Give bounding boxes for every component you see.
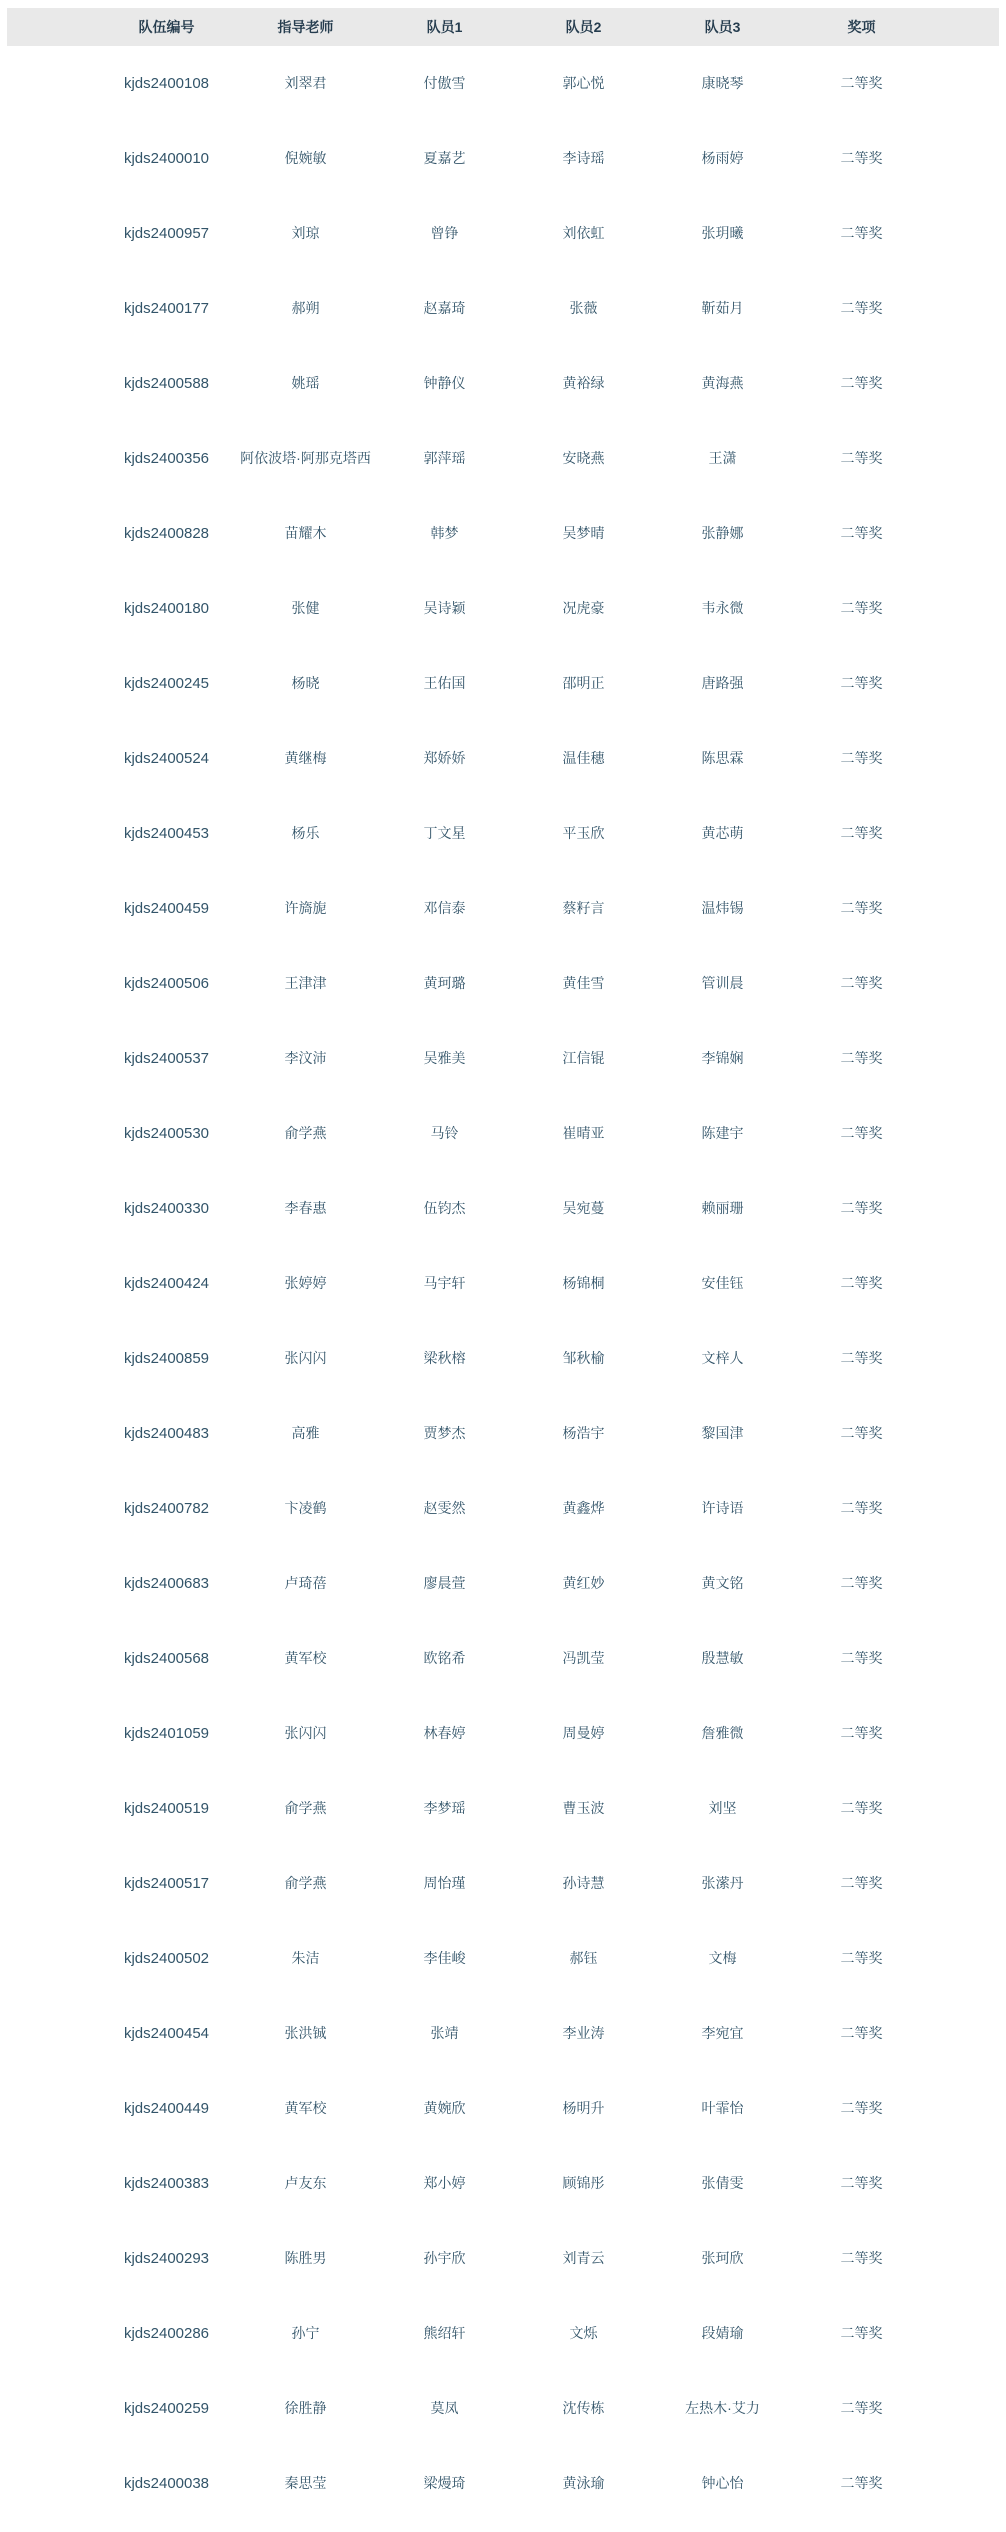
cell-team_id: kjds2400454 <box>123 2024 210 2042</box>
cell-teacher: 卢琦蓓 <box>284 1575 327 1592</box>
cell-teacher: 王津津 <box>284 975 327 992</box>
cell-member1: 赵雯然 <box>423 1500 466 1517</box>
table-header-row <box>97 8 931 46</box>
cell-team_id: kjds2400782 <box>123 1499 210 1517</box>
cell-teacher: 黄继梅 <box>284 750 327 767</box>
cell-teacher: 张闪闪 <box>284 1350 327 1367</box>
table-row-grid <box>97 1171 931 1247</box>
cell-member1: 张靖 <box>430 2025 459 2042</box>
cell-member2: 崔晴亚 <box>562 1125 605 1142</box>
header-cell-teacher: 指导老师 <box>277 18 334 35</box>
table-body <box>7 46 999 2521</box>
cell-member3: 李锦娴 <box>701 1050 744 1067</box>
cell-member2: 吴梦晴 <box>562 525 605 542</box>
table-row-grid <box>97 421 931 497</box>
cell-teacher: 李汶沛 <box>284 1050 327 1067</box>
cell-member1: 梁熳琦 <box>423 2475 466 2492</box>
cell-member1: 郑娇娇 <box>423 750 466 767</box>
header-cell-member2: 队员2 <box>565 18 602 35</box>
cell-member2: 蔡籽言 <box>562 900 605 917</box>
table-row-grid <box>97 121 931 197</box>
table-row-grid <box>97 496 931 572</box>
cell-award: 二等奖 <box>840 525 883 542</box>
cell-teacher: 倪婉敏 <box>284 150 327 167</box>
cell-teacher: 卞凌鹤 <box>284 1500 327 1517</box>
cell-teacher: 刘琼 <box>291 225 320 242</box>
cell-team_id: kjds2400524 <box>123 749 210 767</box>
header-cell-member1: 队员1 <box>426 18 463 35</box>
table-row-grid <box>97 1096 931 1172</box>
cell-award: 二等奖 <box>840 1725 883 1742</box>
cell-member3: 杨雨婷 <box>701 150 744 167</box>
table-row <box>7 1621 999 1696</box>
cell-teacher: 杨乐 <box>291 825 320 842</box>
cell-member1: 李梦瑶 <box>423 1800 466 1817</box>
cell-team_id: kjds2400530 <box>123 1124 210 1142</box>
cell-teacher: 张健 <box>291 600 320 617</box>
cell-member1: 梁秋榕 <box>423 1350 466 1367</box>
table-row <box>7 571 999 646</box>
table-row <box>7 1996 999 2071</box>
table-row <box>7 871 999 946</box>
cell-member3: 韦永微 <box>701 600 744 617</box>
cell-teacher: 阿依波塔·阿那克塔西 <box>240 450 371 467</box>
table-row <box>7 1696 999 1771</box>
table-row-grid <box>97 1471 931 1547</box>
cell-member3: 黄芯萌 <box>701 825 744 842</box>
table-row-grid <box>97 2221 931 2297</box>
cell-team_id: kjds2400453 <box>123 824 210 842</box>
cell-member3: 安佳钰 <box>701 1275 744 1292</box>
table-row-grid <box>97 1546 931 1622</box>
cell-member1: 夏嘉艺 <box>423 150 466 167</box>
cell-award: 二等奖 <box>840 2175 883 2192</box>
cell-member2: 文烁 <box>569 2325 598 2342</box>
cell-member2: 周曼婷 <box>562 1725 605 1742</box>
table-row <box>7 46 999 121</box>
table-row-grid <box>97 1921 931 1997</box>
cell-award: 二等奖 <box>840 600 883 617</box>
cell-member3: 靳茹月 <box>701 300 744 317</box>
cell-member3: 赖丽珊 <box>701 1200 744 1217</box>
table-row <box>7 646 999 721</box>
table-row <box>7 271 999 346</box>
cell-teacher: 杨晓 <box>291 675 320 692</box>
table-row-grid <box>97 1696 931 1772</box>
cell-teacher: 俞学燕 <box>284 1125 327 1142</box>
cell-teacher: 黄军校 <box>284 2100 327 2117</box>
cell-teacher: 姚瑶 <box>291 375 320 392</box>
cell-member2: 张薇 <box>569 300 598 317</box>
cell-team_id: kjds2400293 <box>123 2249 210 2267</box>
cell-team_id: kjds2400330 <box>123 1199 210 1217</box>
table-row <box>7 1396 999 1471</box>
cell-member1: 邓信泰 <box>423 900 466 917</box>
cell-award: 二等奖 <box>840 2250 883 2267</box>
cell-member3: 许诗语 <box>701 1500 744 1517</box>
cell-teacher: 陈胜男 <box>284 2250 327 2267</box>
cell-member2: 邵明正 <box>562 675 605 692</box>
cell-member2: 刘依虹 <box>562 225 605 242</box>
cell-teacher: 高雅 <box>291 1425 320 1442</box>
cell-member2: 杨锦桐 <box>562 1275 605 1292</box>
cell-award: 二等奖 <box>840 1500 883 1517</box>
cell-member3: 钟心怡 <box>701 2475 744 2492</box>
table-row <box>7 1246 999 1321</box>
cell-team_id: kjds2400010 <box>123 149 210 167</box>
cell-award: 二等奖 <box>840 1275 883 1292</box>
cell-member3: 左热木·艾力 <box>685 2400 760 2417</box>
table-row <box>7 421 999 496</box>
cell-member2: 黄佳雪 <box>562 975 605 992</box>
table-row-grid <box>97 1996 931 2072</box>
cell-award: 二等奖 <box>840 1650 883 1667</box>
cell-member2: 曹玉波 <box>562 1800 605 1817</box>
cell-team_id: kjds2401059 <box>123 1724 210 1742</box>
cell-member1: 马铃 <box>430 1125 459 1142</box>
cell-teacher: 刘翠君 <box>284 75 327 92</box>
cell-member1: 付傲雪 <box>423 75 466 92</box>
table-row <box>7 1021 999 1096</box>
cell-member1: 黄婉欣 <box>423 2100 466 2117</box>
cell-member3: 康晓琴 <box>701 75 744 92</box>
cell-award: 二等奖 <box>840 1875 883 1892</box>
table-row <box>7 1171 999 1246</box>
cell-member1: 丁文星 <box>423 825 466 842</box>
table-row <box>7 2221 999 2296</box>
cell-member2: 杨浩宇 <box>562 1425 605 1442</box>
cell-award: 二等奖 <box>840 1800 883 1817</box>
cell-member2: 李业涛 <box>562 2025 605 2042</box>
cell-teacher: 许旖旎 <box>284 900 327 917</box>
cell-member2: 刘青云 <box>562 2250 605 2267</box>
cell-award: 二等奖 <box>840 1125 883 1142</box>
cell-team_id: kjds2400424 <box>123 1274 210 1292</box>
table-row <box>7 1771 999 1846</box>
cell-member3: 黎国津 <box>701 1425 744 1442</box>
header-cell-team_id: 队伍编号 <box>138 18 195 35</box>
table-row <box>7 1471 999 1546</box>
cell-member1: 莫凤 <box>430 2400 459 2417</box>
cell-member3: 詹雅微 <box>701 1725 744 1742</box>
cell-team_id: kjds2400828 <box>123 524 210 542</box>
cell-team_id: kjds2400459 <box>123 899 210 917</box>
cell-teacher: 张洪铖 <box>284 2025 327 2042</box>
cell-award: 二等奖 <box>840 675 883 692</box>
cell-member1: 郑小婷 <box>423 2175 466 2192</box>
results-page <box>0 8 1006 2521</box>
table-row-grid <box>97 46 931 122</box>
cell-team_id: kjds2400177 <box>123 299 210 317</box>
cell-team_id: kjds2400038 <box>123 2474 210 2492</box>
cell-teacher: 孙宁 <box>291 2325 320 2342</box>
cell-member1: 廖晨萱 <box>423 1575 466 1592</box>
cell-member2: 邹秋榆 <box>562 1350 605 1367</box>
cell-team_id: kjds2400502 <box>123 1949 210 1967</box>
cell-member3: 陈建宇 <box>701 1125 744 1142</box>
cell-award: 二等奖 <box>840 150 883 167</box>
cell-member2: 郭心悦 <box>562 75 605 92</box>
cell-team_id: kjds2400517 <box>123 1874 210 1892</box>
cell-member3: 张玥曦 <box>701 225 744 242</box>
cell-member1: 伍钧杰 <box>423 1200 466 1217</box>
cell-member2: 李诗瑶 <box>562 150 605 167</box>
cell-team_id: kjds2400957 <box>123 224 210 242</box>
table-row-grid <box>97 346 931 422</box>
cell-award: 二等奖 <box>840 1350 883 1367</box>
table-row <box>7 346 999 421</box>
cell-team_id: kjds2400356 <box>123 449 210 467</box>
header-cell-member3: 队员3 <box>704 18 741 35</box>
cell-award: 二等奖 <box>840 1200 883 1217</box>
cell-award: 二等奖 <box>840 225 883 242</box>
cell-member3: 文梓人 <box>701 1350 744 1367</box>
table-row-grid <box>97 1846 931 1922</box>
cell-member3: 黄文铭 <box>701 1575 744 1592</box>
cell-member1: 吴雅美 <box>423 1050 466 1067</box>
table-row <box>7 721 999 796</box>
table-row <box>7 2371 999 2446</box>
cell-teacher: 黄军校 <box>284 1650 327 1667</box>
cell-member3: 张珂欣 <box>701 2250 744 2267</box>
cell-member3: 叶霏怡 <box>701 2100 744 2117</box>
cell-award: 二等奖 <box>840 1950 883 1967</box>
table-row-grid <box>97 2071 931 2147</box>
table-row-grid <box>97 571 931 647</box>
cell-member2: 安晓燕 <box>562 450 605 467</box>
cell-award: 二等奖 <box>840 75 883 92</box>
awards-table <box>7 8 999 2521</box>
cell-award: 二等奖 <box>840 375 883 392</box>
cell-award: 二等奖 <box>840 1425 883 1442</box>
cell-member1: 马宇轩 <box>423 1275 466 1292</box>
cell-team_id: kjds2400286 <box>123 2324 210 2342</box>
table-row-grid <box>97 1021 931 1097</box>
cell-team_id: kjds2400383 <box>123 2174 210 2192</box>
cell-team_id: kjds2400859 <box>123 1349 210 1367</box>
table-row <box>7 796 999 871</box>
cell-member2: 吴宛蔓 <box>562 1200 605 1217</box>
cell-member3: 刘坚 <box>708 1800 737 1817</box>
table-row <box>7 1846 999 1921</box>
table-row-grid <box>97 646 931 722</box>
cell-member1: 吴诗颖 <box>423 600 466 617</box>
table-row <box>7 1921 999 1996</box>
cell-award: 二等奖 <box>840 2025 883 2042</box>
cell-teacher: 卢友东 <box>284 2175 327 2192</box>
cell-member3: 殷慧敏 <box>701 1650 744 1667</box>
cell-member2: 黄泳瑜 <box>562 2475 605 2492</box>
cell-member3: 张潆丹 <box>701 1875 744 1892</box>
cell-member1: 王佑国 <box>423 675 466 692</box>
cell-award: 二等奖 <box>840 2475 883 2492</box>
cell-member2: 顾锦彤 <box>562 2175 605 2192</box>
cell-member1: 孙宇欣 <box>423 2250 466 2267</box>
table-header <box>7 8 999 46</box>
cell-member1: 周怡瑾 <box>423 1875 466 1892</box>
cell-award: 二等奖 <box>840 450 883 467</box>
cell-member3: 温炜锡 <box>701 900 744 917</box>
cell-teacher: 张闪闪 <box>284 1725 327 1742</box>
table-row <box>7 1546 999 1621</box>
cell-team_id: kjds2400537 <box>123 1049 210 1067</box>
cell-member1: 钟静仪 <box>423 375 466 392</box>
cell-member2: 平玉欣 <box>562 825 605 842</box>
cell-member2: 温佳穗 <box>562 750 605 767</box>
cell-member1: 黄珂璐 <box>423 975 466 992</box>
cell-award: 二等奖 <box>840 2100 883 2117</box>
cell-award: 二等奖 <box>840 300 883 317</box>
table-row <box>7 196 999 271</box>
cell-member2: 杨明升 <box>562 2100 605 2117</box>
table-row <box>7 2146 999 2221</box>
cell-team_id: kjds2400449 <box>123 2099 210 2117</box>
cell-member1: 李佳峻 <box>423 1950 466 1967</box>
cell-team_id: kjds2400506 <box>123 974 210 992</box>
cell-member2: 孙诗慧 <box>562 1875 605 1892</box>
cell-award: 二等奖 <box>840 2325 883 2342</box>
cell-member1: 林春婷 <box>423 1725 466 1742</box>
cell-member3: 张倩雯 <box>701 2175 744 2192</box>
cell-teacher: 徐胜静 <box>284 2400 327 2417</box>
cell-member3: 张静娜 <box>701 525 744 542</box>
table-row-grid <box>97 946 931 1022</box>
cell-teacher: 李春惠 <box>284 1200 327 1217</box>
cell-member2: 江信锟 <box>562 1050 605 1067</box>
cell-award: 二等奖 <box>840 975 883 992</box>
cell-team_id: kjds2400108 <box>123 74 210 92</box>
cell-member1: 欧铭希 <box>423 1650 466 1667</box>
cell-team_id: kjds2400259 <box>123 2399 210 2417</box>
cell-member1: 贾梦杰 <box>423 1425 466 1442</box>
cell-award: 二等奖 <box>840 1050 883 1067</box>
table-row <box>7 496 999 571</box>
table-row-grid <box>97 1621 931 1697</box>
table-row <box>7 946 999 1021</box>
cell-member2: 冯凯莹 <box>562 1650 605 1667</box>
cell-member3: 陈思霖 <box>701 750 744 767</box>
table-row <box>7 1321 999 1396</box>
cell-member3: 段婧瑜 <box>701 2325 744 2342</box>
table-row-grid <box>97 796 931 872</box>
cell-member2: 沈传栋 <box>562 2400 605 2417</box>
table-row <box>7 1096 999 1171</box>
table-row-grid <box>97 1396 931 1472</box>
table-row-grid <box>97 271 931 347</box>
cell-teacher: 俞学燕 <box>284 1800 327 1817</box>
cell-teacher: 秦思莹 <box>284 2475 327 2492</box>
cell-award: 二等奖 <box>840 2400 883 2417</box>
cell-team_id: kjds2400588 <box>123 374 210 392</box>
table-row-grid <box>97 721 931 797</box>
cell-member2: 黄鑫烨 <box>562 1500 605 1517</box>
cell-team_id: kjds2400683 <box>123 1574 210 1592</box>
table-row-grid <box>97 2446 931 2521</box>
cell-team_id: kjds2400483 <box>123 1424 210 1442</box>
cell-member3: 黄海燕 <box>701 375 744 392</box>
table-row-grid <box>97 871 931 947</box>
cell-member1: 韩梦 <box>430 525 459 542</box>
cell-teacher: 俞学燕 <box>284 1875 327 1892</box>
cell-team_id: kjds2400519 <box>123 1799 210 1817</box>
cell-award: 二等奖 <box>840 900 883 917</box>
cell-member1: 赵嘉琦 <box>423 300 466 317</box>
cell-award: 二等奖 <box>840 750 883 767</box>
table-row-grid <box>97 196 931 272</box>
cell-teacher: 苗耀木 <box>284 525 327 542</box>
cell-member1: 郭萍瑶 <box>423 450 466 467</box>
table-row-grid <box>97 1321 931 1397</box>
cell-teacher: 郝朔 <box>291 300 320 317</box>
cell-member3: 唐路强 <box>701 675 744 692</box>
table-row <box>7 2446 999 2521</box>
table-row-grid <box>97 2296 931 2372</box>
cell-member1: 熊绍轩 <box>423 2325 466 2342</box>
cell-teacher: 朱洁 <box>291 1950 320 1967</box>
cell-member3: 李宛宜 <box>701 2025 744 2042</box>
table-row-grid <box>97 1771 931 1847</box>
cell-member2: 况虎豪 <box>562 600 605 617</box>
table-row-grid <box>97 1246 931 1322</box>
cell-team_id: kjds2400180 <box>123 599 210 617</box>
cell-member3: 管训晨 <box>701 975 744 992</box>
cell-member2: 郝钰 <box>569 1950 598 1967</box>
cell-member2: 黄红妙 <box>562 1575 605 1592</box>
cell-member3: 王潇 <box>708 450 737 467</box>
table-row <box>7 2296 999 2371</box>
table-row <box>7 2071 999 2146</box>
cell-team_id: kjds2400568 <box>123 1649 210 1667</box>
cell-award: 二等奖 <box>840 1575 883 1592</box>
cell-award: 二等奖 <box>840 825 883 842</box>
cell-team_id: kjds2400245 <box>123 674 210 692</box>
cell-member2: 黄裕绿 <box>562 375 605 392</box>
table-row-grid <box>97 2146 931 2222</box>
cell-teacher: 张婷婷 <box>284 1275 327 1292</box>
table-row-grid <box>97 2371 931 2447</box>
cell-member3: 文梅 <box>708 1950 737 1967</box>
header-cell-award: 奖项 <box>847 18 876 35</box>
table-row <box>7 121 999 196</box>
cell-member1: 曾铮 <box>430 225 459 242</box>
